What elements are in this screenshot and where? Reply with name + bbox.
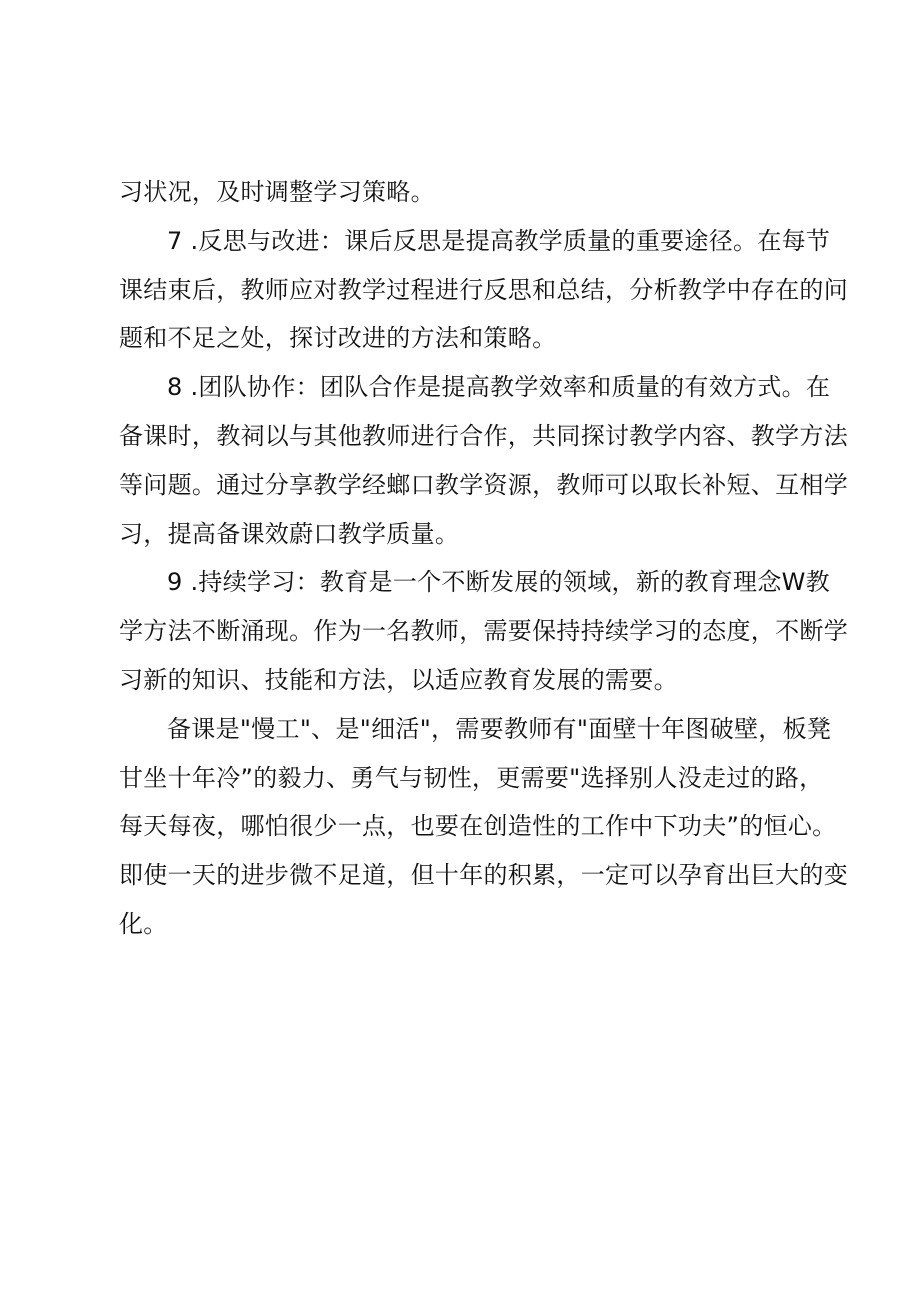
text-line: 等问题。通过分享教学经螂口教学资源，教师可以取长补短、互相学 bbox=[119, 470, 848, 499]
text-line: 每天每夜，哪怕很少一点，也要在创造性的工作中下功夫”的恒心。 bbox=[119, 812, 837, 841]
text-line: 即使一天的进步微不足道，但十年的积累，一定可以孕育出巨大的变 bbox=[119, 861, 848, 890]
text-line: 备课是"慢工"、是"细活"，需要教师有"面壁十年图破壁，板凳 bbox=[167, 714, 832, 743]
text-line: 8 .团队协作：团队合作是提高教学效率和质量的有效方式。在 bbox=[167, 373, 831, 402]
text-line: 习，提高备课效蔚口教学质量。 bbox=[119, 519, 460, 548]
text-line: 学方法不断涌现。作为一名教师，需要保持持续学习的态度，不断学 bbox=[119, 617, 848, 646]
text-line: 9 .持续学习：教育是一个不断发展的领域，新的教育理念W教 bbox=[167, 568, 830, 597]
text-line: 化。 bbox=[119, 909, 168, 938]
text-line: 题和不足之处，探讨改进的方法和策略。 bbox=[119, 324, 557, 353]
text-line: 甘坐十年冷”的毅力、勇气与韧性，更需要"选择别人没走过的路， bbox=[119, 763, 824, 792]
text-line: 7 .反思与改进：课后反思是提高教学质量的重要途径。在每节 bbox=[167, 226, 831, 255]
text-line: 课结束后，教师应对教学过程进行反思和总结，分析教学中存在的问 bbox=[119, 275, 848, 304]
text-line: 习状况，及时调整学习策略。 bbox=[119, 178, 435, 206]
text-line: 备课时，教祠以与其他教师进行合作，共同探讨教学内容、教学方法 bbox=[119, 421, 848, 450]
body-text bbox=[119, 168, 848, 949]
text-line: 习新的知识、技能和方法，以适应教育发展的需要。 bbox=[119, 665, 678, 694]
